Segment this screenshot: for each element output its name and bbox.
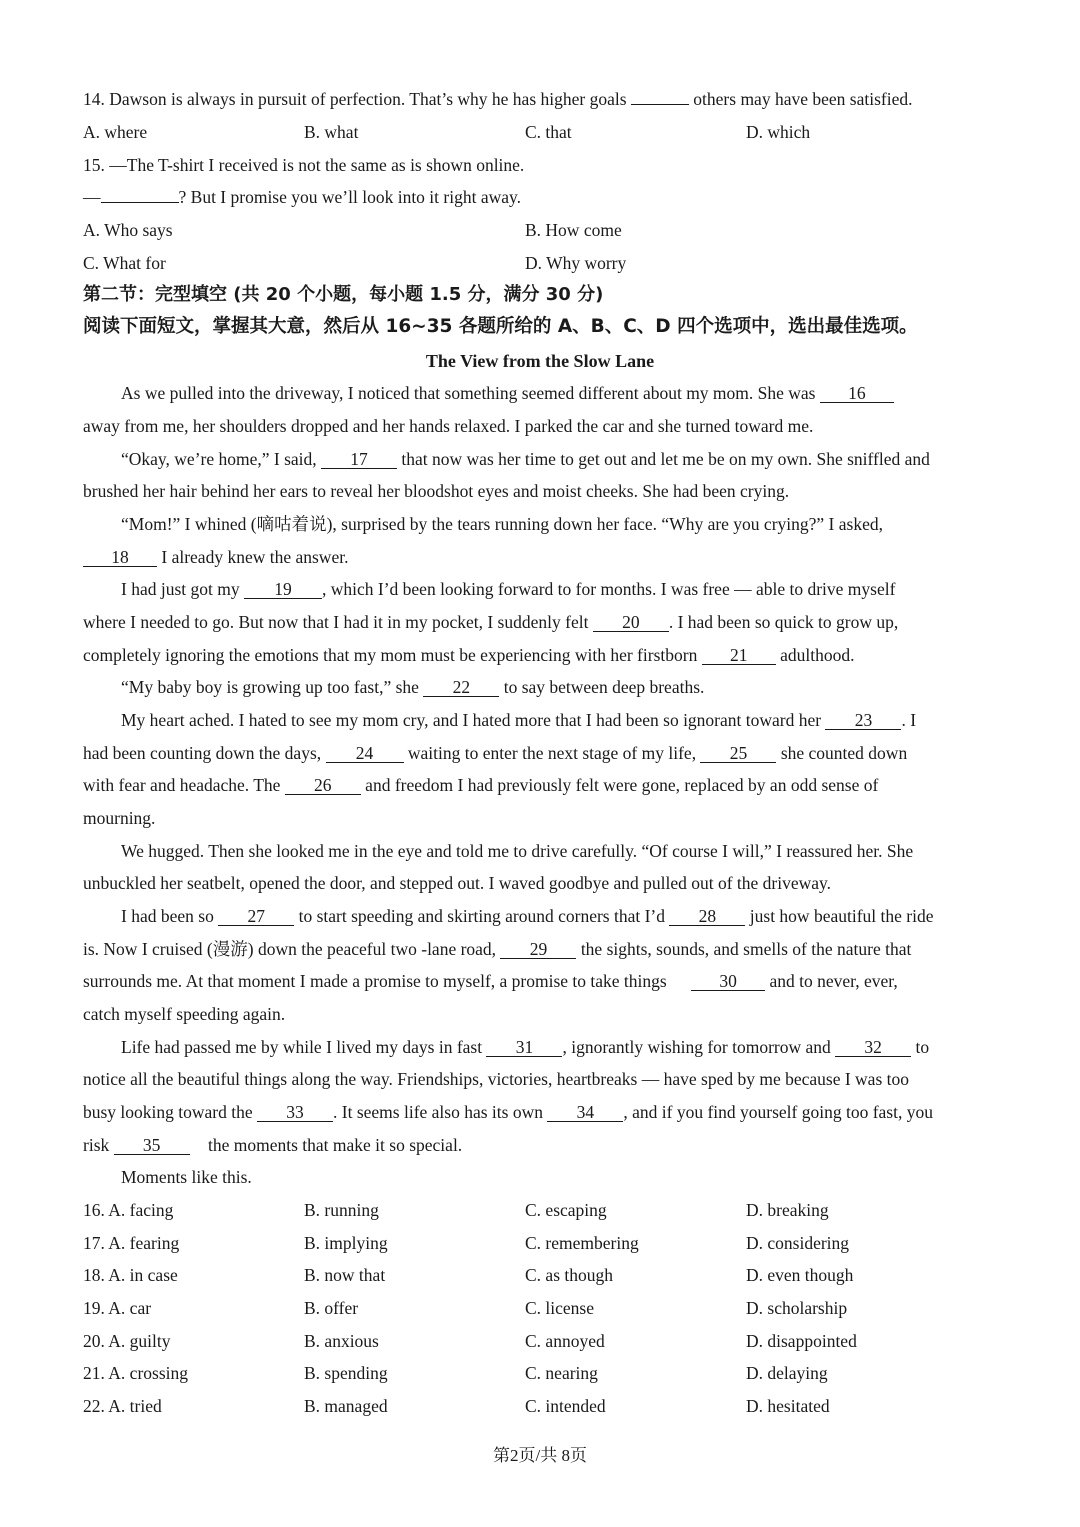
option-22-d: D. hesitated <box>746 1396 830 1416</box>
option-17-c: C. remembering <box>525 1233 639 1253</box>
q14-option-a: A. where <box>83 122 148 142</box>
option-19-a: 19. A. car <box>83 1298 152 1318</box>
question-15-stem: 15. —The T-shirt I received is not the same as is shown online. <box>83 155 525 175</box>
passage-line: Moments like this. <box>121 1167 252 1187</box>
passage-line: Life had passed me by while I lived my days in fast 31 , ignorantly wishing for tomorrow and 32 to <box>121 1037 930 1057</box>
passage-line: “My baby boy is growing up too fast,” she 22 to say between deep breaths. <box>121 677 705 697</box>
option-16-d: D. breaking <box>746 1200 829 1220</box>
option-22-c: C. intended <box>525 1396 606 1416</box>
passage-line: with fear and headache. The 26 and freedom I had previously felt were gone, replaced by an odd sense of <box>83 775 879 795</box>
cloze-blank-17: 17 <box>321 450 397 469</box>
option-20-a: 20. A. guilty <box>83 1331 171 1351</box>
passage-line: completely ignoring the emotions that my mom must be experiencing with her firstborn 21 adulthood. <box>83 645 855 665</box>
cloze-blank-21: 21 <box>702 646 776 665</box>
cloze-blank-32: 32 <box>835 1038 911 1057</box>
passage-line: risk 35 the moments that make it so special. <box>83 1135 463 1155</box>
q14-option-b: B. what <box>304 122 359 142</box>
cloze-blank-19: 19 <box>244 580 322 599</box>
option-20-c: C. annoyed <box>525 1331 605 1351</box>
passage-line: is. Now I cruised (漫游) down the peaceful two -lane road, 29 the sights, sounds, and smells of the nature that <box>83 939 912 959</box>
passage-line: We hugged. Then she looked me in the eye and told me to drive carefully. “Of course I will,” I reassured her. She <box>121 841 914 861</box>
option-18-a: 18. A. in case <box>83 1265 178 1285</box>
option-20-d: D. disappointed <box>746 1331 857 1351</box>
option-17-b: B. implying <box>304 1233 388 1253</box>
passage-line: where I needed to go. But now that I had it in my pocket, I suddenly felt 20 . I had been so quick to grow up, <box>83 612 899 632</box>
cloze-blank-30: 30 <box>691 972 765 991</box>
cloze-blank-28: 28 <box>669 907 745 926</box>
q14-option-c: C. that <box>525 122 572 142</box>
q15-option-c: C. What for <box>83 253 166 273</box>
q15-option-a: A. Who says <box>83 220 173 240</box>
cloze-blank-26: 26 <box>285 776 361 795</box>
cloze-blank-20: 20 <box>593 613 669 632</box>
passage-line: away from me, her shoulders dropped and her hands relaxed. I parked the car and she turned toward me. <box>83 416 814 436</box>
option-22-b: B. managed <box>304 1396 388 1416</box>
question-15-reply: — ? But I promise you we’ll look into it right away. <box>83 187 521 207</box>
cloze-blank-18: 18 <box>83 548 157 567</box>
passage-line: unbuckled her seatbelt, opened the door, and stepped out. I waved goodbye and pulled out of the driveway. <box>83 873 832 893</box>
section-heading: 第二节：完型填空 (共 20 个小题，每小题 1.5 分，满分 30 分) <box>83 284 604 305</box>
option-21-a: 21. A. crossing <box>83 1363 188 1383</box>
q14-option-d: D. which <box>746 122 811 142</box>
answer-blank <box>101 202 179 203</box>
cloze-blank-24: 24 <box>326 744 404 763</box>
cloze-blank-33: 33 <box>257 1103 333 1122</box>
option-16-b: B. running <box>304 1200 379 1220</box>
option-20-b: B. anxious <box>304 1331 379 1351</box>
option-21-c: C. nearing <box>525 1363 598 1383</box>
passage-line: My heart ached. I hated to see my mom cry, and I hated more that I had been so ignorant toward her 23 . I <box>121 710 917 730</box>
option-22-a: 22. A. tried <box>83 1396 162 1416</box>
cloze-blank-16: 16 <box>820 384 894 403</box>
question-14-stem: 14. Dawson is always in pursuit of perfection. That’s why he has higher goals others may have been satisfied. <box>83 89 913 109</box>
passage-line: surrounds me. At that moment I made a promise to myself, a promise to take things 30 and to never, ever, <box>83 971 898 991</box>
passage-line: notice all the beautiful things along the way. Friendships, victories, heartbreaks — have sped by me because I was too <box>83 1069 909 1089</box>
option-16-a: 16. A. facing <box>83 1200 174 1220</box>
passage-line: brushed her hair behind her ears to reveal her bloodshot eyes and moist cheeks. She had been crying. <box>83 481 790 501</box>
passage-line: mourning. <box>83 808 156 828</box>
answer-blank <box>631 104 689 105</box>
passage-line: catch myself speeding again. <box>83 1004 286 1024</box>
passage-line: “Mom!” I whined (嘀咕着说), surprised by the tears running down her face. “Why are you crying?” I asked, <box>121 514 883 534</box>
option-19-b: B. offer <box>304 1298 359 1318</box>
option-18-d: D. even though <box>746 1265 854 1285</box>
cloze-blank-35: 35 <box>114 1136 190 1155</box>
option-17-a: 17. A. fearing <box>83 1233 180 1253</box>
passage-line: I had just got my 19 , which I’d been looking forward to for months. I was free — able to drive myself <box>121 579 896 599</box>
passage-line: had been counting down the days, 24 waiting to enter the next stage of my life, 25 she counted down <box>83 743 908 763</box>
option-19-c: C. license <box>525 1298 595 1318</box>
option-16-c: C. escaping <box>525 1200 607 1220</box>
passage-line: 18 I already knew the answer. <box>83 546 348 568</box>
cloze-blank-22: 22 <box>423 678 499 697</box>
q15-option-b: B. How come <box>525 220 622 240</box>
option-21-b: B. spending <box>304 1363 388 1383</box>
option-21-d: D. delaying <box>746 1363 828 1383</box>
option-18-b: B. now that <box>304 1265 386 1285</box>
passage-line: busy looking toward the 33 . It seems life also has its own 34 , and if you find yourself going too fast, you <box>83 1102 933 1122</box>
cloze-blank-27: 27 <box>218 907 294 926</box>
page-number: 第2页/共 8页 <box>493 1446 587 1465</box>
passage-line: As we pulled into the driveway, I noticed that something seemed different about my mom. She was 16 <box>121 382 894 404</box>
cloze-blank-23: 23 <box>825 711 901 730</box>
passage-title: The View from the Slow Lane <box>425 351 655 371</box>
option-18-c: C. as though <box>525 1265 613 1285</box>
cloze-blank-29: 29 <box>500 940 576 959</box>
section-instruction: 阅读下面短文，掌握其大意，然后从 16~35 各题所给的 A、B、C、D 四个选项中，选出最佳选项。 <box>83 316 918 337</box>
passage-line: I had been so 27 to start speeding and skirting around corners that I’d 28 just how beautiful the ride <box>121 906 934 926</box>
cloze-blank-31: 31 <box>486 1038 562 1057</box>
cloze-blank-25: 25 <box>700 744 776 763</box>
cloze-blank-34: 34 <box>547 1103 623 1122</box>
q15-option-d: D. Why worry <box>525 253 627 273</box>
option-19-d: D. scholarship <box>746 1298 848 1318</box>
option-17-d: D. considering <box>746 1233 850 1253</box>
passage-line: “Okay, we’re home,” I said, 17 that now was her time to get out and let me be on my own. She sniffled and <box>121 449 930 469</box>
